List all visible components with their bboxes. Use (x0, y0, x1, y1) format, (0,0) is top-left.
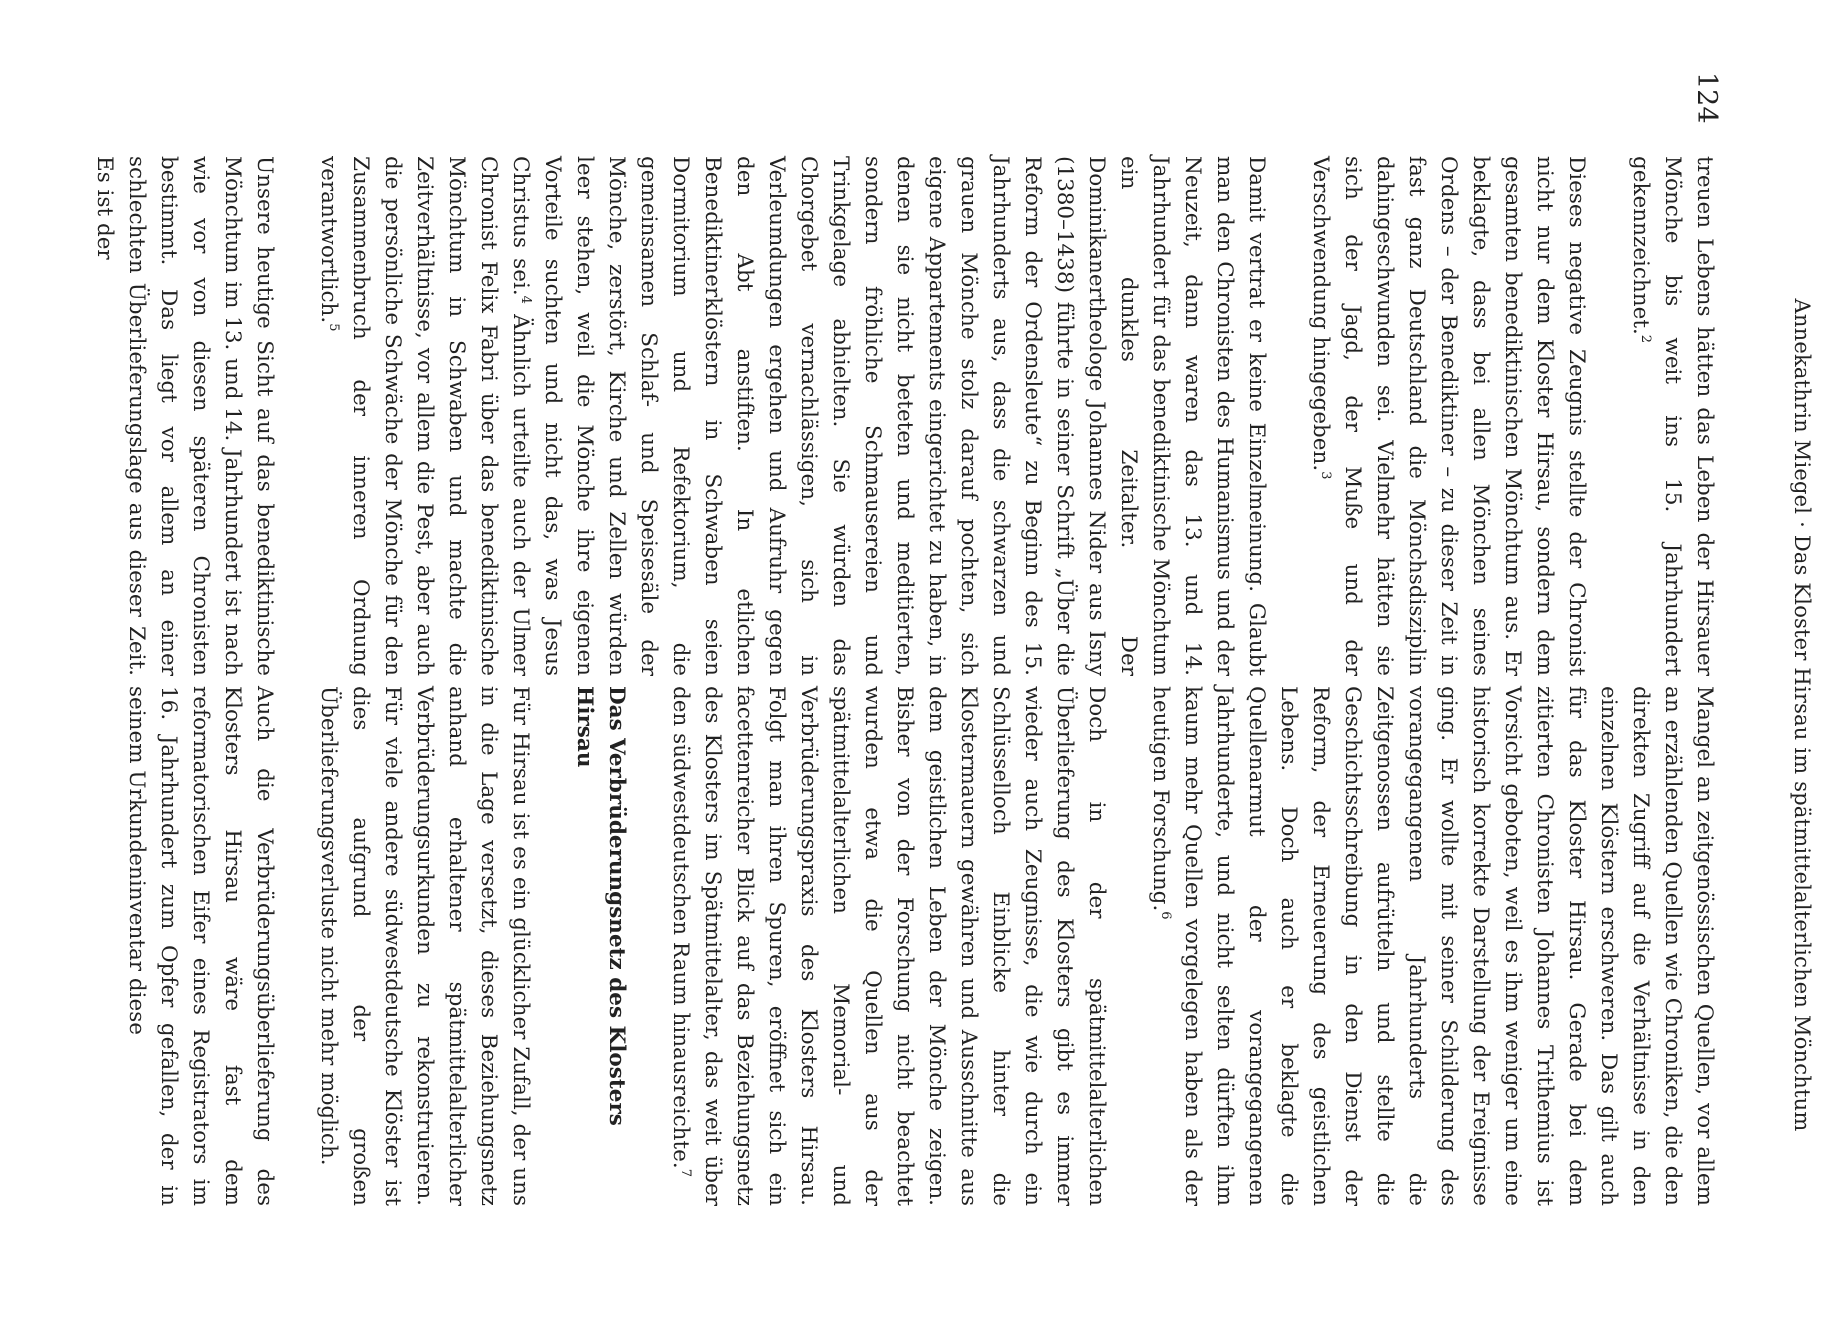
footnote-marker: 3 (1318, 471, 1334, 480)
footnote-marker: 4 (518, 295, 534, 304)
paragraph: Mangel an zeitgenössischen Quellen, vor allem an erzählenden Quellen wie Chroniken, die den direkten Zugriff auf die Verhältnisse in den einzelnen Klöstern erschweren. Das gilt auch für das Kloster Hirsau. Gerade bei dem zitierten Chronisten Johannes Trithemius ist Vorsicht geboten, weil es ihm weniger um eine historisch korrekte Darstellung der Ereignisse ging. Er wollte mit seiner Schilderung des vorangegangenen Jahrhunderts die Zeitgenossen aufrütteln und stellte die Geschichtsschreibung in den Dienst der Reform, der Erneuerung des geistlichen Lebens. Doch auch er beklagte die Quellenarmut der vorangegangenen Jahrhunderte, und nicht selten dürften ihm kaum mehr Quellen vorgelegen haben als der heutigen Forschung.$^6$ (1148, 686, 1717, 1206)
paragraph: Unsere heutige Sicht auf das benediktinische Mönchtum im 13. und 14. Jahrhundert ist nach wie vor von diesen späteren Chronisten bestimmt. Das liegt vor allem an einer schlechten Überlieferungslage aus dieser Zeit. Es ist der (92, 156, 277, 676)
left-column (56, 156, 1720, 676)
page-number: 124 (1691, 72, 1722, 124)
footnote-marker: 6 (1158, 911, 1174, 920)
paragraph: treuen Lebens hätten das Leben der Hirsauer Mönche bis weit ins 15. Jahrhundert gekennzeichnet.$^2$ (1628, 156, 1717, 676)
section-heading: Das Verbrüderungsnetz des Klosters Hirsau (572, 686, 629, 1126)
right-column (88, 686, 1720, 1206)
paragraph: Damit vertrat er keine Einzelmeinung. Glaubt man den Chronisten des Humanismus und der Neuzeit, dann waren das 13. und 14. Jahrhundert für das benediktinische Mönchtum ein dunkles Zeitalter. Der Dominikanertheologe Johannes Nider aus Isny (1380–1438) führte in seiner Schrift „Über die Reform der Ordensleute“ zu Beginn des 15. Jahrhunderts aus, dass die schwarzen und grauen Mönche stolz darauf pochten, sich eigene Appartements eingerichtet zu haben, in denen sie nicht beteten und meditierten, sondern fröhliche Schmausereien und Trinkgelage abhielten. Sie würden das Chorgebet vernachlässigen, sich in Verleumdungen ergehen und Aufruhr gegen den Abt anstiften. In etlichen Benediktinerklöstern in Schwaben seien Dormitorium und Refektorium, die gemeinsamen Schlaf- und Speisesäle der Mönche, zerstört, Kirche und Zellen würden leer stehen, weil die Mönche ihre eigenen Vorteile suchten und nicht das, was Jesus Christus sei.$^4$ Ähnlich urteilte auch der Ulmer Chronist Felix Fabri über das benediktinische Mönchtum in Schwaben und machte die Zeitverhältnisse, vor allem die Pest, aber auch die persönliche Schwäche der Mönche für den Zusammenbruch der inneren Ordnung verantwortlich.$^5$ (316, 156, 1269, 676)
paragraph: Dieses negative Zeugnis stellte der Chronist nicht nur dem Kloster Hirsau, sondern dem gesamten benediktinischen Mönchtum aus. Er beklagte, dass bei allen Mönchen seines Ordens – der Benediktiner – zu dieser Zeit in fast ganz Deutschland die Mönchsdisziplin dahingeschwunden sei. Vielmehr hätten sie sich der Jagd, der Muße und der Verschwendung hingegeben.$^3$ (1308, 156, 1589, 676)
paragraph: Für Hirsau ist es ein glücklicher Zufall, der uns in die Lage versetzt, dieses Beziehungsnetz anhand erhaltener spätmittelalterlicher Verbrüderungsurkunden zu rekonstruieren. Für viele andere südwestdeutsche Klöster ist dies aufgrund der großen Überlieferungsverluste nicht mehr möglich. (316, 686, 533, 1206)
footnote-marker: 7 (678, 1168, 694, 1177)
paragraph: Auch die Verbrüderungsüberlieferung des Klosters Hirsau wäre fast dem reformatorischen Eifer eines Registrators im 16. Jahrhundert zum Opfer gefallen, der in seinem Urkundeninventar diese (124, 686, 277, 1206)
footnote-marker: 2 (1638, 334, 1654, 344)
footnote-marker: 5 (326, 323, 342, 332)
running-head: Annekathrin Miegel · Das Kloster Hirsau im spätmittelalterlichen Mönchtum (1790, 298, 1814, 1132)
paragraph: Doch in der spätmittelalterlichen Überlieferung des Klosters gibt es immer wieder auch Zeugnisse, die wie durch ein Schlüsselloch Einblicke hinter die Klostermauern gewähren und Ausschnitte aus dem geistlichen Leben der Mönche zeigen. Bisher von der Forschung nicht beachtet wurden etwa die Quellen aus der spätmittelalterlichen Memorial- und Verbrüderungspraxis des Klosters Hirsau. Folgt man ihren Spuren, eröffnet sich ein facettenreicher Blick auf das Beziehungsnetz des Klosters im Spätmittelalter, das weit über den südwestdeutschen Raum hinausreichte.$^7$ (668, 686, 1109, 1206)
